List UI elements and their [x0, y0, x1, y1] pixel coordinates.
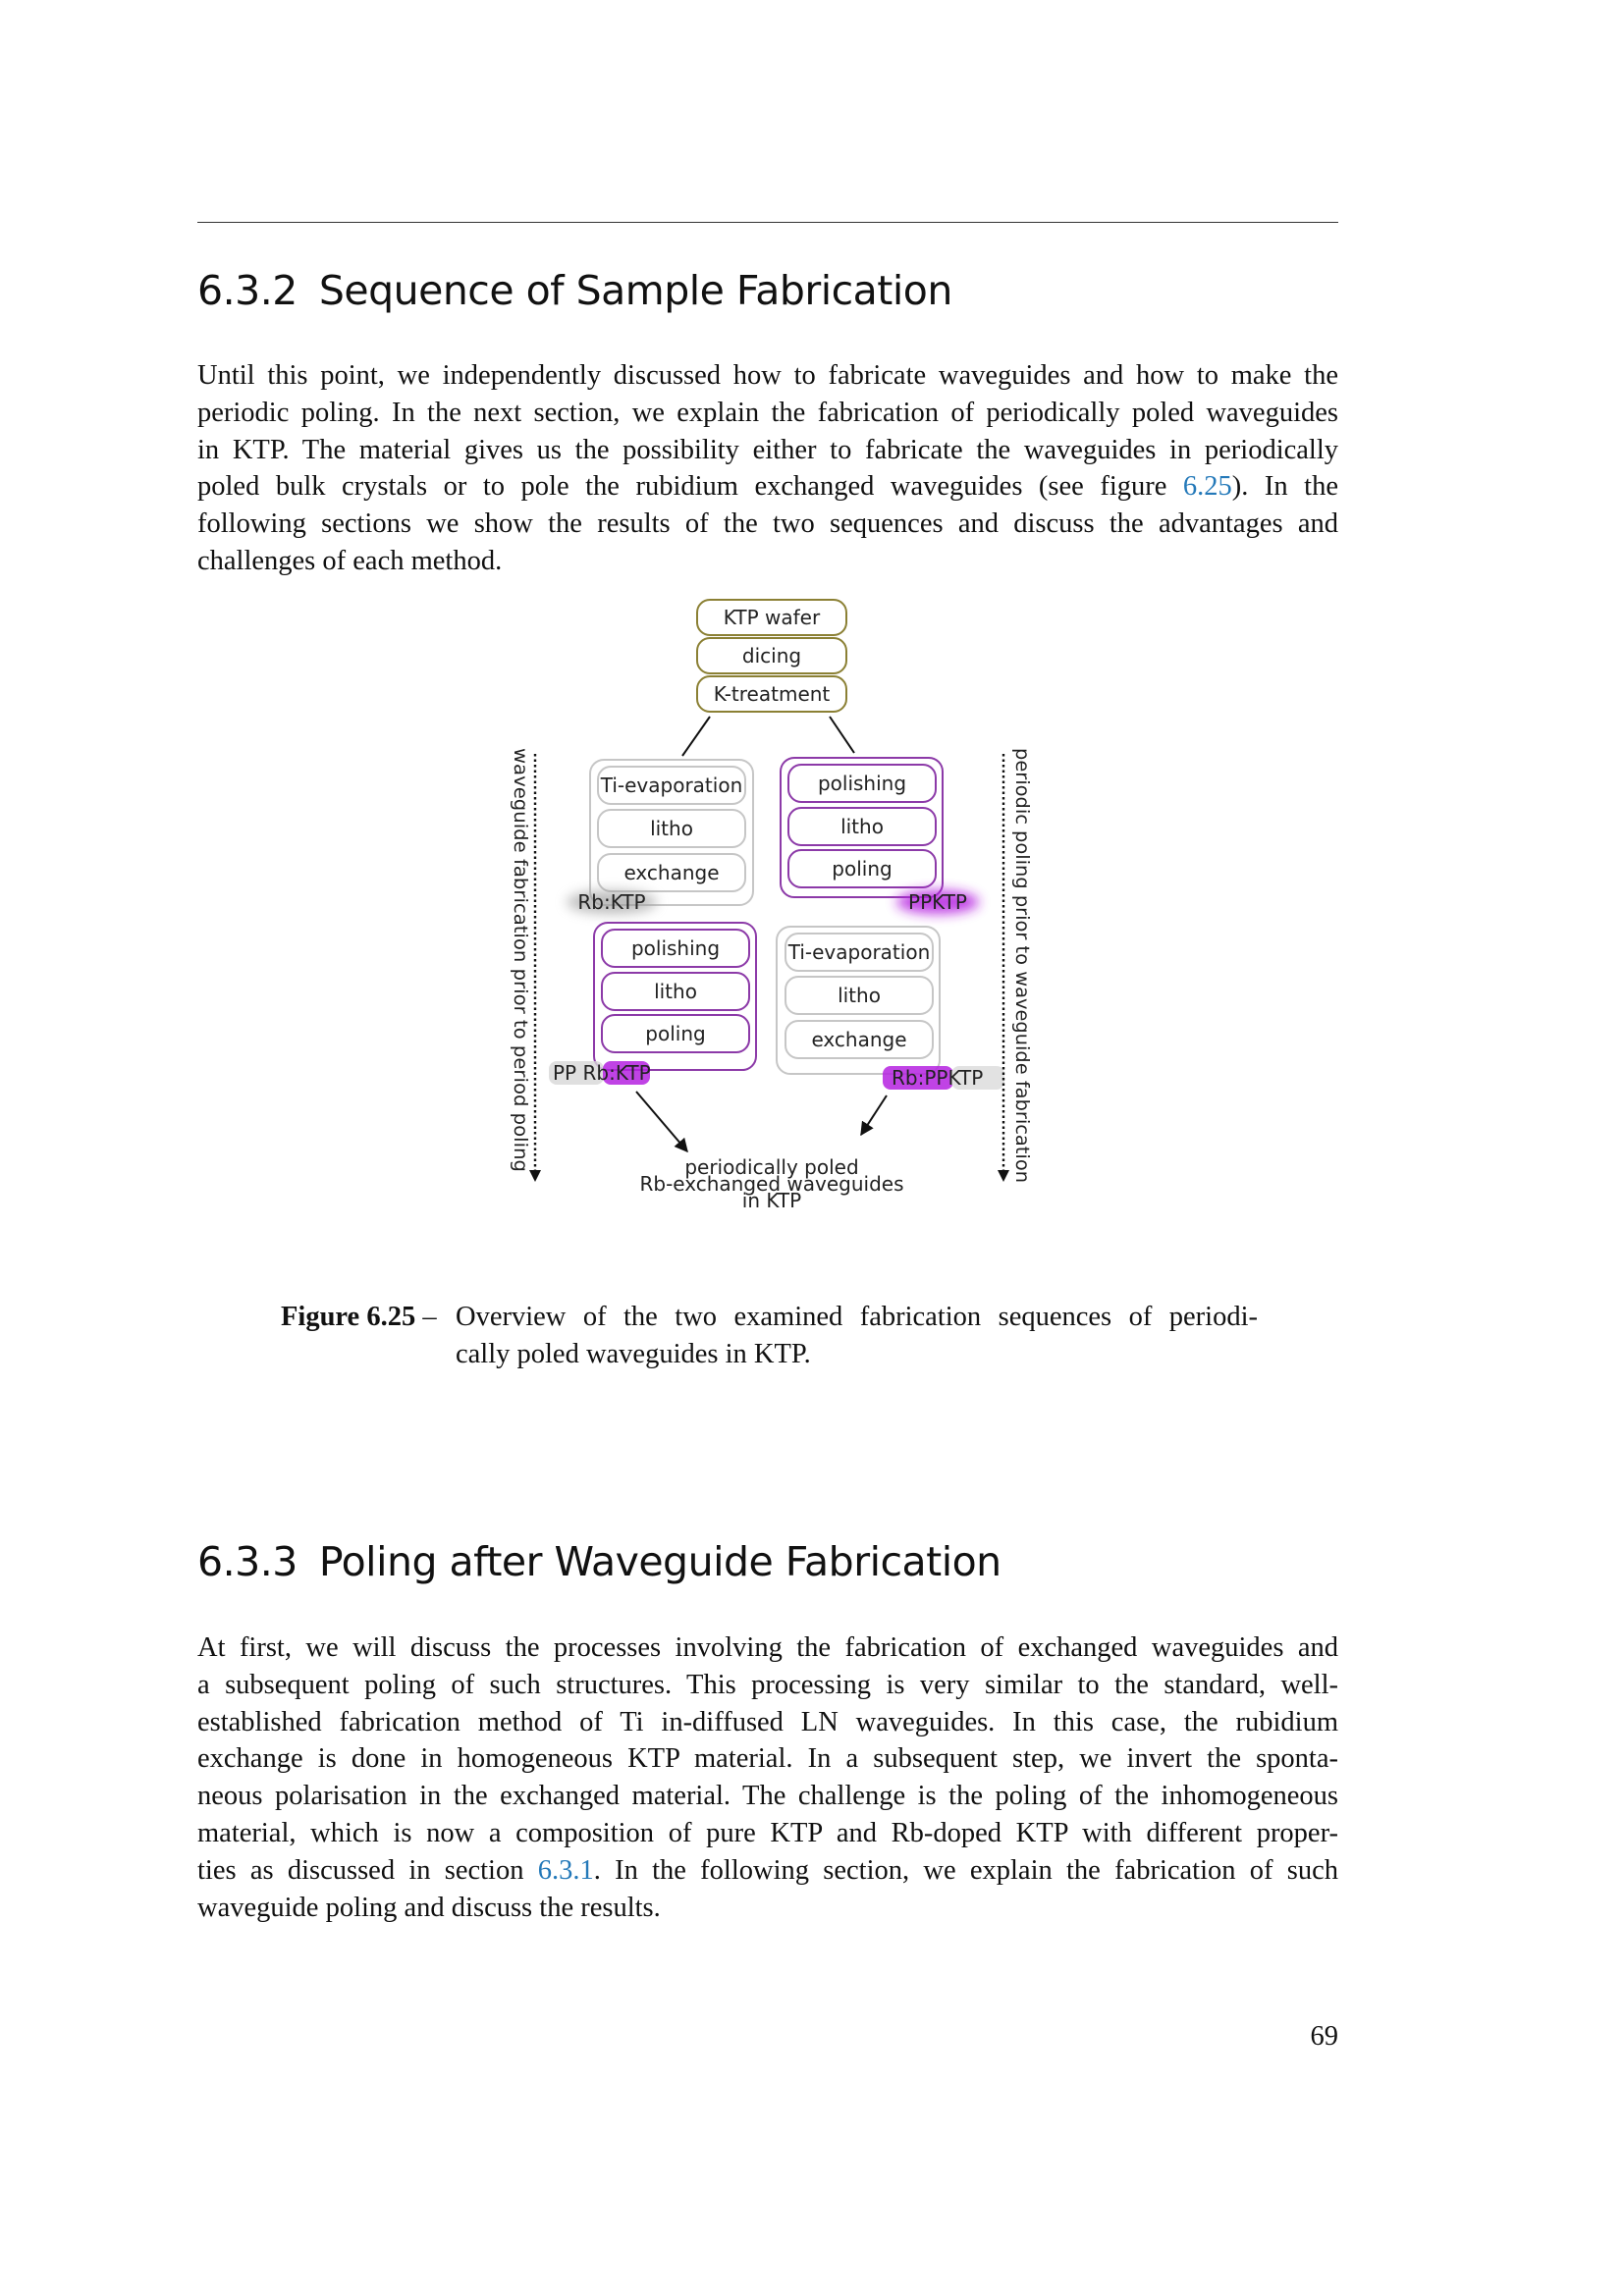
- left-side-label: waveguide fabrication prior to period poling: [510, 748, 531, 1158]
- process-step-label: Ti-evaporation: [787, 940, 931, 964]
- text-line: waveguide poling and discuss the results.: [197, 1892, 661, 1923]
- text-line: material, which is now a composition of pure KTP and Rb-doped KTP with different proper-: [197, 1817, 1338, 1848]
- process-step-label: Ti-evaporation: [600, 774, 743, 797]
- branch-line-right: [830, 717, 854, 753]
- process-step-label: litho: [838, 984, 881, 1007]
- page-number: 69: [1310, 2021, 1338, 2052]
- process-step-label: dicing: [741, 644, 802, 667]
- text-line: established fabrication method of Ti in-diffused LN waveguides. In this case, the rubidium: [197, 1706, 1338, 1737]
- material-tag-pp-rb-ktp: [553, 1061, 651, 1085]
- right-poling-group: [781, 758, 979, 914]
- section-heading-6-3-2: [197, 267, 952, 314]
- section-reference-link[interactable]: 6.3.1: [537, 1854, 594, 1886]
- process-step-label: exchange: [811, 1028, 907, 1051]
- paragraph-poling-after-waveguide: [197, 1629, 1338, 1926]
- section-number: 6.3.2: [197, 267, 298, 314]
- header-rule: [197, 222, 1338, 223]
- caption-dash: –: [415, 1302, 437, 1332]
- caption-body: [456, 1299, 1258, 1373]
- text-segment: ties as discussed in section: [197, 1854, 538, 1886]
- caption-figure-number: Figure 6.25: [281, 1302, 416, 1332]
- caption-line: cally poled waveguides in KTP.: [456, 1338, 811, 1369]
- text-line: neous polarisation in the exchanged material. The challenge is the poling of the inhomogeneous: [197, 1781, 1338, 1812]
- section-title: Sequence of Sample Fabrication: [318, 267, 952, 314]
- material-tag-rb-ppktp: [892, 1066, 983, 1090]
- paragraph-intro: [197, 357, 1338, 580]
- text-line: [197, 468, 1338, 506]
- branch-line-left: [682, 717, 710, 756]
- text-segment: . In the following section, we explain the fabrication of such: [593, 1854, 1338, 1886]
- text-line: exchange is done in homogeneous KTP material. In a subsequent step, we invert the sponta-: [197, 1743, 1338, 1775]
- left-waveguide-group: [567, 760, 753, 914]
- text-line: [197, 1852, 1338, 1890]
- tag-prefix: Rb:: [892, 1066, 925, 1090]
- top-process-stack: [697, 600, 846, 712]
- result-line-3: in KTP: [741, 1189, 802, 1212]
- caption-line: Overview of the two examined fabrication sequences of periodi-: [456, 1302, 1258, 1332]
- text-line: At first, we will discuss the processes involving the fabrication of exchanged waveguides and: [197, 1632, 1338, 1663]
- result-line-2: Rb-exchanged waveguides: [639, 1172, 904, 1196]
- material-tag-rb-ktp: Rb:KTP: [577, 890, 646, 914]
- process-step-label: K-treatment: [713, 682, 831, 706]
- section-title: Poling after Waveguide Fabrication: [318, 1538, 1001, 1585]
- result-line-1: periodically poled: [684, 1155, 859, 1179]
- process-step-label: poling: [832, 857, 893, 881]
- tag-prefix: PP Rb:: [553, 1061, 616, 1085]
- text-line: a subsequent poling of such structures. This processing is very similar to the standard, well-: [197, 1669, 1338, 1700]
- process-step-label: litho: [840, 815, 884, 838]
- right-dotted-arrowhead: [998, 1170, 1009, 1182]
- figure-reference-link[interactable]: 6.25: [1182, 471, 1232, 503]
- text-line: Until this point, we independently discussed how to fabricate waveguides and how to make the: [197, 360, 1338, 391]
- tag-highlighted: KTP: [615, 1061, 651, 1085]
- process-step-label: KTP wafer: [723, 606, 821, 629]
- text-segment: poled bulk crystals or to pole the rubidium exchanged waveguides (see figure: [197, 471, 1183, 503]
- right-waveguide-group: [777, 927, 1004, 1090]
- text-line: in KTP. The material gives us the possibility either to fabricate the waveguides in periodically: [197, 434, 1338, 465]
- left-poling-group: [549, 923, 756, 1085]
- process-step-label: poling: [645, 1022, 706, 1045]
- arrow-to-result-left: [636, 1092, 687, 1151]
- arrow-to-result-right: [861, 1095, 887, 1135]
- section-number: 6.3.3: [197, 1538, 298, 1585]
- section-heading-6-3-3: [197, 1538, 1001, 1585]
- material-tag-ppktp: PPKTP: [908, 890, 967, 914]
- text-line: challenges of each method.: [197, 545, 503, 576]
- process-step-label: litho: [650, 817, 693, 840]
- fabrication-sequence-diagram: [496, 589, 1046, 1217]
- caption-label: [281, 1299, 437, 1336]
- right-side-label: periodic poling prior to waveguide fabrication: [1011, 748, 1033, 1174]
- tag-highlighted: PPKTP: [924, 1066, 984, 1090]
- text-line: following sections we show the results of the two sequences and discuss the advantages and: [197, 508, 1338, 540]
- process-step-label: litho: [654, 980, 697, 1003]
- text-line: periodic poling. In the next section, we explain the fabrication of periodically poled waveguides: [197, 397, 1338, 428]
- figure-caption: [281, 1299, 1258, 1373]
- process-step-label: polishing: [630, 936, 721, 960]
- process-step-label: polishing: [817, 772, 907, 795]
- text-segment: ). In the: [1231, 471, 1338, 503]
- process-step-label: exchange: [623, 861, 720, 884]
